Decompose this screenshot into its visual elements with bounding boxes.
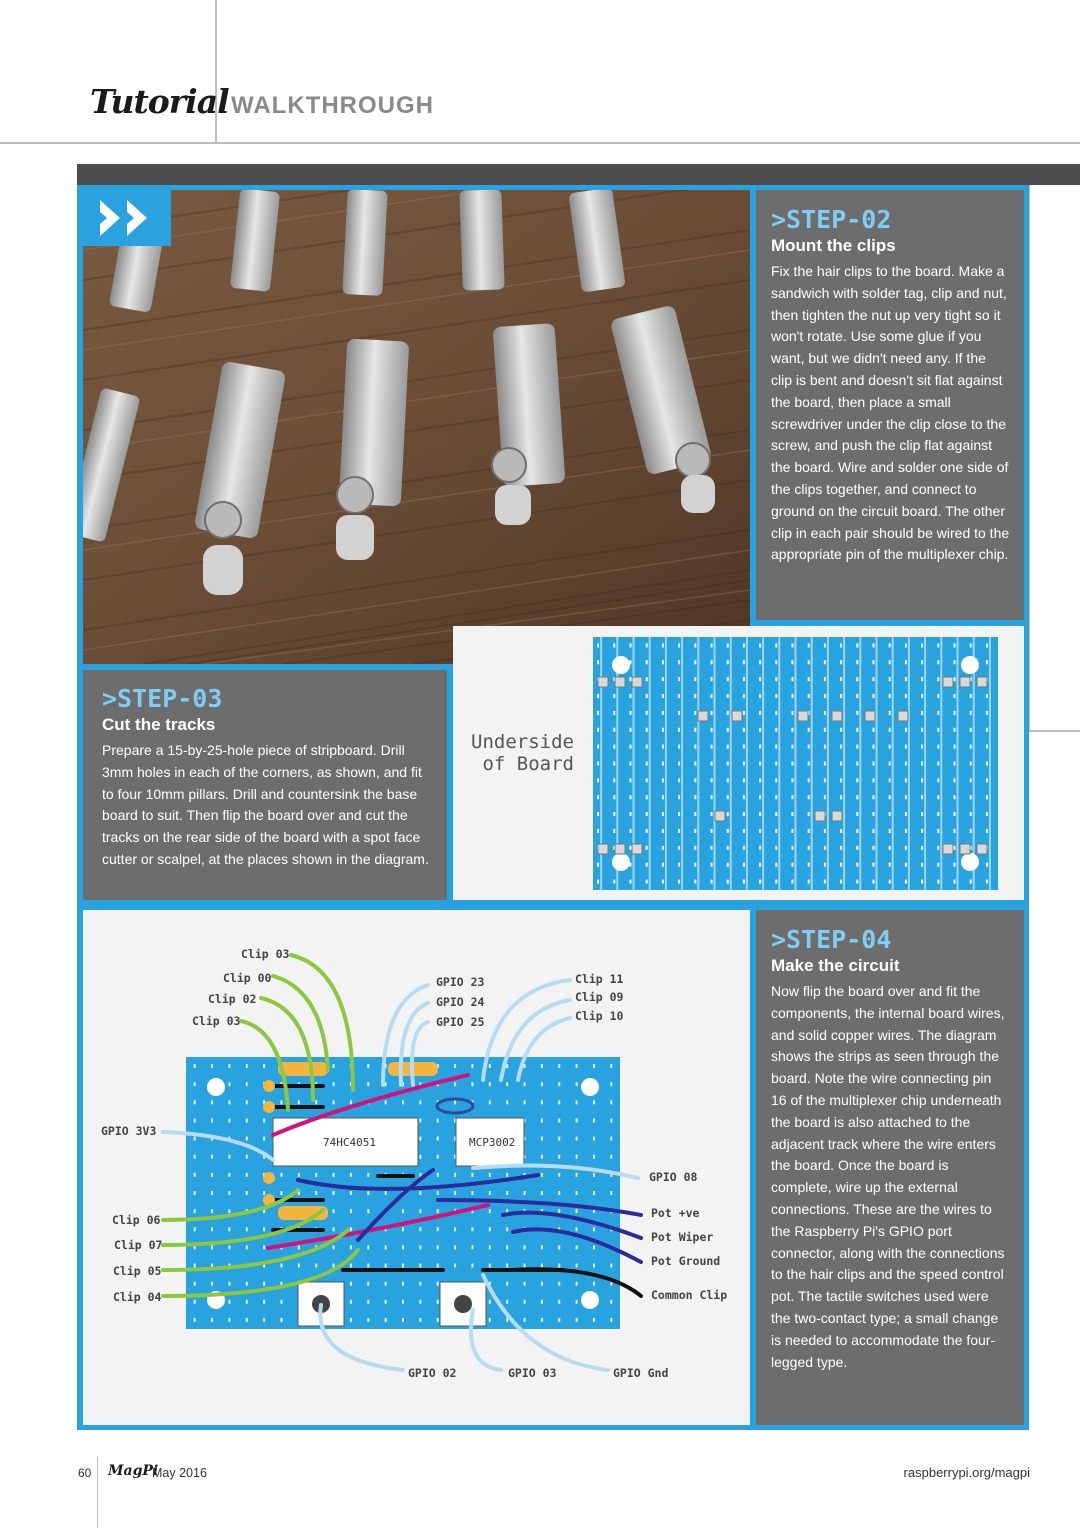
- step-02-box: [756, 190, 1024, 620]
- fast-forward-badge: [83, 190, 171, 246]
- step-03-title: Cut the tracks: [102, 715, 216, 734]
- label-gpio02: GPIO 02: [408, 1366, 457, 1380]
- page-number: 60: [78, 1466, 92, 1480]
- step-04-box: [756, 910, 1024, 1425]
- switch-button-right: [454, 1295, 472, 1313]
- step-02-title: Mount the clips: [771, 236, 896, 255]
- label-clip11: Clip 11: [575, 972, 624, 986]
- label-gpio23: GPIO 23: [436, 975, 485, 989]
- underside-label: [470, 731, 574, 775]
- label-clip03-top: Clip 03: [241, 947, 290, 961]
- circuit-diagram: [83, 910, 750, 1425]
- issue-date: May 2016: [152, 1466, 207, 1480]
- section-subtitle: WALKTHROUGH: [231, 92, 434, 119]
- label-gpio-gnd: GPIO Gnd: [613, 1366, 669, 1380]
- label-gpio08: GPIO 08: [649, 1170, 698, 1184]
- header-divider: [215, 0, 217, 143]
- underside-label-line2: of Board: [482, 753, 574, 775]
- section-title: Tutorial: [90, 82, 229, 121]
- label-clip04: Clip 04: [113, 1290, 162, 1304]
- step-02-number: >STEP-02: [771, 205, 892, 234]
- page-edge-line-h: [1028, 730, 1080, 732]
- label-clip00: Clip 00: [223, 971, 272, 985]
- label-clip03: Clip 03: [192, 1014, 241, 1028]
- label-pot-ve: Pot +ve: [651, 1206, 700, 1220]
- circuit-diagram-panel: [83, 910, 750, 1425]
- label-gpio24: GPIO 24: [436, 995, 485, 1009]
- label-gpio03: GPIO 03: [508, 1366, 557, 1380]
- footer-url[interactable]: raspberrypi.org/magpi: [903, 1465, 1030, 1480]
- fast-forward-icon: [83, 190, 171, 246]
- label-clip06: Clip 06: [112, 1213, 161, 1227]
- label-clip10: Clip 10: [575, 1009, 624, 1023]
- step-02-body: Fix the hair clips to the board. Make a sandwich with solder tag, clip and nut, then tighten the nut up very tight so it won't rotate. Use some glue if you want, but we didn't need any. If the clip is bent and doesn't sit flat against the board, then place a small screwdriver under the clip close to the screw, and push the clip flat against the board. Wire and solder one side of the clips together, and connect to ground on the circuit board. The other clip in each pair should be wired to the appropriate pin of the multiplexer chip.: [771, 263, 1010, 563]
- step-04-title: Make the circuit: [771, 956, 900, 975]
- footer-divider: [97, 1457, 98, 1528]
- label-clip02: Clip 02: [208, 992, 257, 1006]
- step-04-number: >STEP-04: [771, 925, 892, 954]
- label-clip07: Clip 07: [114, 1238, 163, 1252]
- chip-mcp3002-label: MCP3002: [469, 1136, 516, 1149]
- label-clip09: Clip 09: [575, 990, 624, 1004]
- header-rule: [0, 142, 1080, 144]
- label-gpio25: GPIO 25: [436, 1015, 485, 1029]
- hair-clips-photo: [83, 190, 750, 664]
- label-gpio3v3: GPIO 3V3: [101, 1124, 157, 1138]
- step-03-box: [83, 670, 447, 900]
- underside-label-line1: Underside: [471, 731, 574, 753]
- step-04-body: Now flip the board over and fit the components, the internal board wires, and solid copper wires. The diagram shows the strips as seen through the board. Note the wire connecting pin 16 of the multiplexer chip underneath the board is also attached to the adjacent track where the wire enters the board. Once the board is complete, wire up the external connections. These are the wires to the Raspberry Pi's GPIO port connector, along with the connections to the hair clips and the speed control pot. The tactile switches used were the two-contact type; a small change is needed to accommodate the four-legged type.: [771, 983, 1005, 1370]
- step-03-body: Prepare a 15-by-25-hole piece of stripboard. Drill 3mm holes in each of the corners, as shown, and fit to four 10mm pillars. Drill and countersink the base board to suit. Then flip the board over and cut the tracks on the rear side of the board with a spot face cutter or scalpel, at the places shown in the diagram.: [102, 742, 429, 867]
- chip-74hc4051-label: 74HC4051: [323, 1136, 376, 1149]
- label-pot-wiper: Pot Wiper: [651, 1230, 714, 1244]
- label-pot-ground: Pot Ground: [651, 1254, 721, 1268]
- magpi-logo: MagPi: [108, 1463, 159, 1479]
- label-common-clip: Common Clip: [651, 1288, 728, 1302]
- label-clip05: Clip 05: [113, 1264, 162, 1278]
- panel-top-bar: [77, 164, 1080, 185]
- step-03-number: >STEP-03: [102, 684, 223, 713]
- resistor-1: [278, 1062, 328, 1076]
- stripboard-underside: [593, 637, 998, 890]
